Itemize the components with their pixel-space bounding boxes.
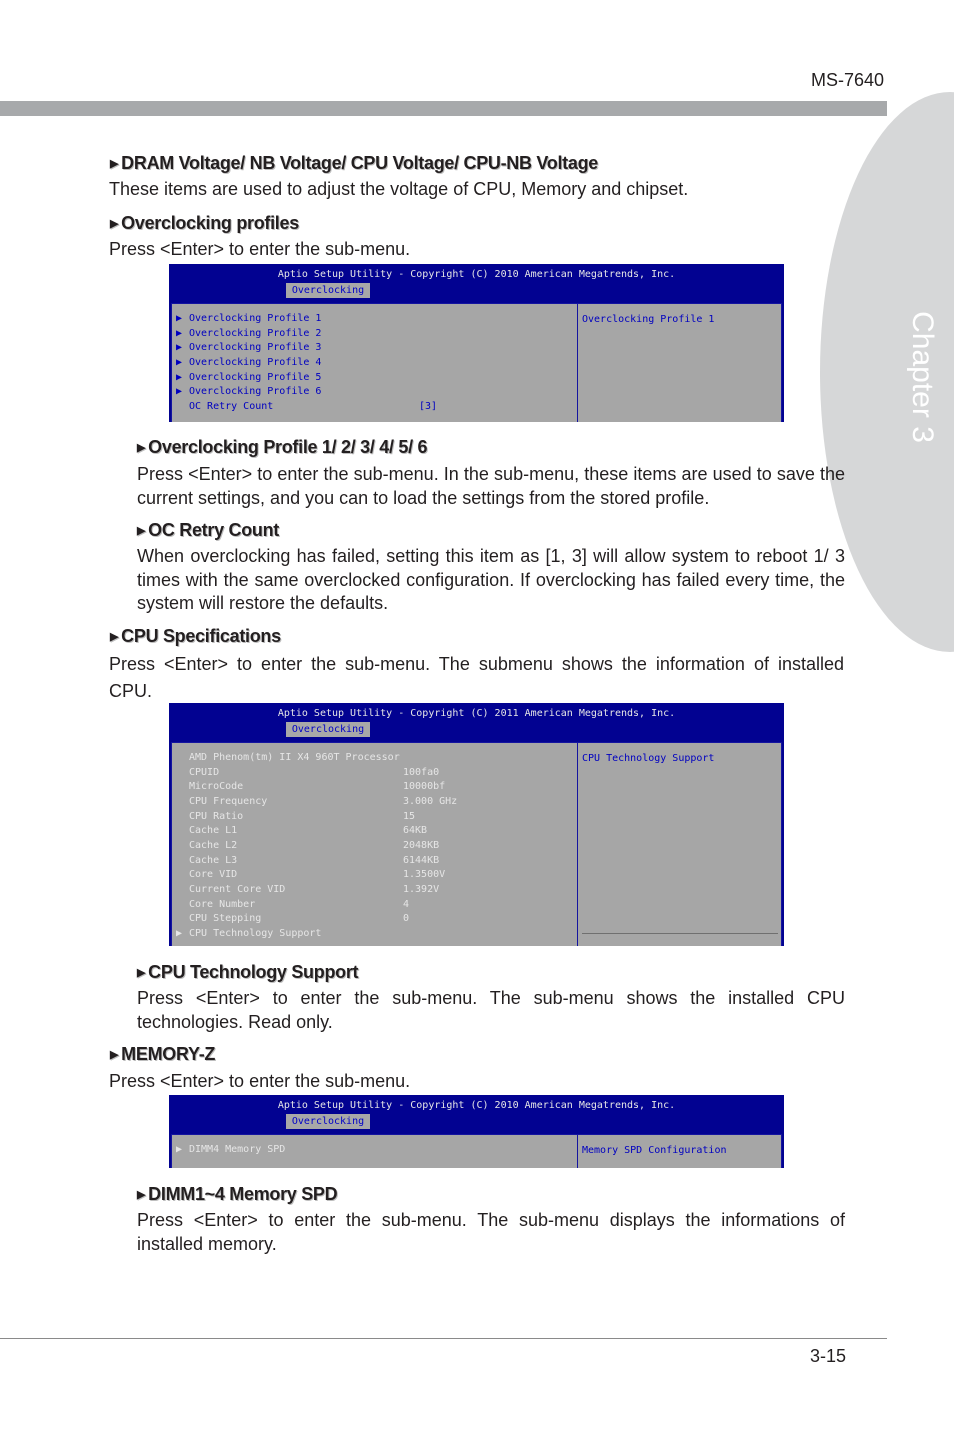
submenu-arrow-icon: ▶ <box>176 342 183 353</box>
submenu-arrow-icon: ▶ <box>176 928 183 939</box>
help-text: Overclocking Profile 1 <box>582 314 715 325</box>
bios-title: Aptio Setup Utility - Copyright (C) 2010 American Megatrends, Inc. <box>277 1100 676 1111</box>
cpu-info-row: CPU Stepping 0 <box>189 913 410 924</box>
bios-help-panel <box>579 1135 781 1168</box>
bios-panel <box>171 742 782 946</box>
text-oc-profile-n: Press <Enter> to enter the sub-menu. In the sub-menu, these items are used to save the current settings, and you can to load the settings from the stored profile. <box>137 464 845 508</box>
heading-cpu-spec: ▶ CPU Specifications <box>110 626 281 646</box>
help-text: CPU Technology Support <box>582 753 715 764</box>
menu-item-oc-profile-3[interactable]: ▶ Overclocking Profile 3 <box>176 342 322 353</box>
bios-screen-memory-z <box>169 1095 784 1168</box>
model-number: MS-7640 <box>810 70 884 90</box>
heading-dram-voltage: ▶ DRAM Voltage/ NB Voltage/ CPU Voltage/ CPU-NB Voltage <box>110 153 598 173</box>
bios-title: Aptio Setup Utility - Copyright (C) 2010 American Megatrends, Inc. <box>277 269 676 280</box>
triangle-bullet-icon: ▶ <box>137 525 146 537</box>
tab-overclocking[interactable]: Overclocking <box>286 722 370 737</box>
bios-title: Aptio Setup Utility - Copyright (C) 2011 American Megatrends, Inc. <box>277 708 676 719</box>
heading-oc-profile-n: ▶ Overclocking Profile 1/ 2/ 3/ 4/ 5/ 6 <box>137 437 428 457</box>
tab-overclocking[interactable]: Overclocking <box>286 1114 370 1129</box>
cpu-info-row: CPU Frequency 3.000 GHz <box>189 796 458 807</box>
text-memory-z: Press <Enter> to enter the sub-menu. <box>109 1071 411 1091</box>
cpu-info-row: CPU Ratio 15 <box>189 811 416 822</box>
triangle-bullet-icon: ▶ <box>110 158 119 170</box>
triangle-bullet-icon: ▶ <box>110 1049 119 1061</box>
cpu-info-row: CPUID 100fa0 <box>189 767 440 778</box>
triangle-bullet-icon: ▶ <box>110 631 119 643</box>
bios-panel <box>171 1134 782 1168</box>
page-number: 3-15 <box>809 1346 846 1366</box>
bios-screen-oc-profiles <box>169 264 784 422</box>
submenu-arrow-icon: ▶ <box>176 386 183 397</box>
submenu-arrow-icon: ▶ <box>176 1144 183 1155</box>
heading-cpu-tech: ▶ CPU Technology Support <box>137 962 359 982</box>
text-oc-profiles: Press <Enter> to enter the sub-menu. <box>109 239 411 259</box>
help-divider <box>582 933 778 934</box>
heading-oc-profiles: ▶ Overclocking profiles <box>110 213 299 233</box>
cpu-info-row: Current Core VID 1.392V <box>189 884 440 895</box>
bios-menu <box>172 1135 578 1168</box>
text-dimm-spd: Press <Enter> to enter the sub-menu. The sub-menu displays the informations of installed memory. <box>137 1210 845 1254</box>
footer-rule <box>0 1338 887 1339</box>
menu-item-oc-profile-1[interactable]: ▶ Overclocking Profile 1 <box>176 313 322 324</box>
triangle-bullet-icon: ▶ <box>137 1189 146 1201</box>
cpu-info-row: Cache L2 2048KB <box>189 840 440 851</box>
submenu-arrow-icon: ▶ <box>176 328 183 339</box>
cpu-info-row: AMD Phenom(tm) II X4 960T Processor <box>189 752 400 763</box>
text-dram-voltage: These items are used to adjust the voltage of CPU, Memory and chipset. <box>109 179 689 199</box>
bios-help-panel <box>579 304 781 422</box>
text-cpu-spec: Press <Enter> to enter the sub-menu. The submenu shows the information of installed CPU. <box>109 654 844 701</box>
bios-panel <box>171 303 782 422</box>
bios-help-panel <box>579 743 781 946</box>
bios-menu <box>172 304 578 422</box>
bios-screen-cpu-spec <box>169 703 784 946</box>
bios-menu <box>172 743 578 946</box>
menu-item-oc-profile-5[interactable]: ▶ Overclocking Profile 5 <box>176 372 322 383</box>
cpu-info-row: Cache L3 6144KB <box>189 855 440 866</box>
menu-item-dimm4-memory-spd[interactable]: ▶ DIMM4 Memory SPD <box>176 1144 286 1155</box>
menu-item-oc-profile-2[interactable]: ▶ Overclocking Profile 2 <box>176 328 322 339</box>
text-cpu-tech: Press <Enter> to enter the sub-menu. The sub-menu shows the installed CPU technologies. Read only. <box>137 988 845 1032</box>
menu-item-oc-retry-count[interactable]: OC Retry Count [3] <box>189 401 438 412</box>
heading-dimm-spd: ▶ DIMM1~4 Memory SPD <box>137 1184 338 1204</box>
cpu-info-row: Cache L1 64KB <box>189 825 428 836</box>
cpu-info-row: MicroCode 10000bf <box>189 781 446 792</box>
cpu-info-row: Core VID 1.3500V <box>189 869 446 880</box>
menu-item-oc-profile-6[interactable]: ▶ Overclocking Profile 6 <box>176 386 322 397</box>
header-bar <box>0 101 887 116</box>
submenu-arrow-icon: ▶ <box>176 372 183 383</box>
tab-overclocking[interactable]: Overclocking <box>286 283 370 298</box>
submenu-arrow-icon: ▶ <box>176 357 183 368</box>
text-oc-retry: When overclocking has failed, setting this item as [1, 3] will allow system to reboot 1/ 3 times with the same overclocked configuration. If overclocking has failed every time, the system will restore the defaults. <box>137 546 845 613</box>
menu-item-oc-profile-4[interactable]: ▶ Overclocking Profile 4 <box>176 357 322 368</box>
oc-retry-value[interactable]: [3] <box>419 401 438 412</box>
heading-memory-z: ▶ MEMORY-Z <box>110 1044 216 1064</box>
menu-item-cpu-tech-support[interactable]: ▶ CPU Technology Support <box>176 928 322 939</box>
cpu-info-row: Core Number 4 <box>189 899 410 910</box>
triangle-bullet-icon: ▶ <box>110 218 119 230</box>
heading-oc-retry: ▶ OC Retry Count <box>137 520 279 540</box>
submenu-arrow-icon: ▶ <box>176 313 183 324</box>
triangle-bullet-icon: ▶ <box>137 442 146 454</box>
help-text: Memory SPD Configuration <box>582 1145 727 1156</box>
triangle-bullet-icon: ▶ <box>137 967 146 979</box>
